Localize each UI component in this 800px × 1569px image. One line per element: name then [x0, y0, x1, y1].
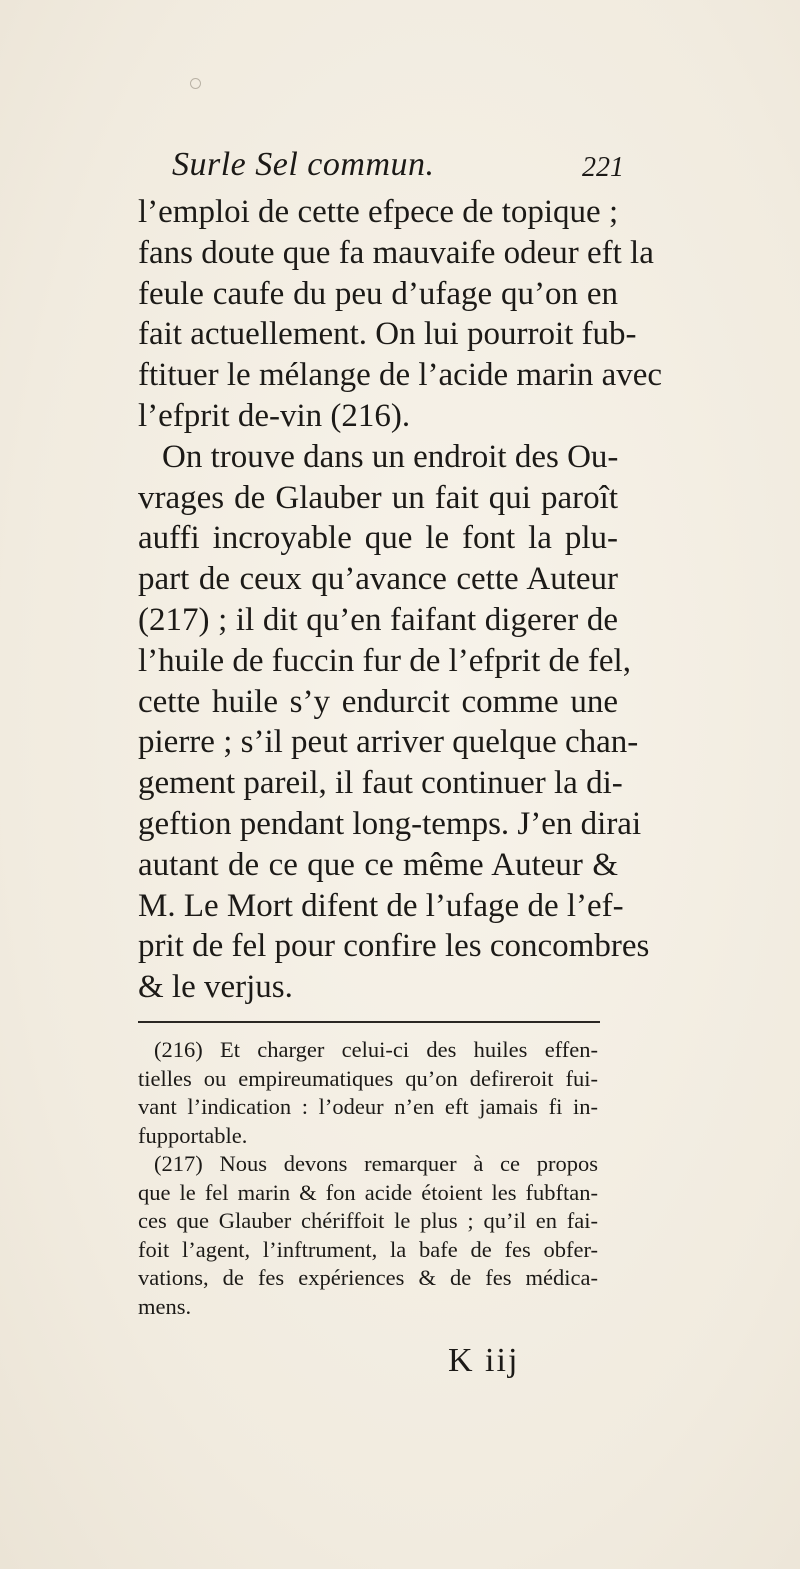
footnote-rule: [138, 1021, 600, 1023]
main-text: [138, 192, 663, 1008]
text-line: part de ceux qu’avance cette Auteur: [138, 561, 618, 598]
footnote-line: ces que Glauber chériffoit le plus ; qu’il en fai-: [138, 1208, 598, 1233]
paper-speck: [190, 78, 201, 89]
text-line: (217) ; il dit qu’en faifant digerer de: [138, 601, 618, 638]
footnote-line: vations, de fes expériences & de fes médica-: [138, 1265, 598, 1290]
footnotes: [138, 1036, 598, 1321]
footnote-line: fupportable.: [138, 1122, 248, 1148]
text-line: cette huile s’y endurcit comme une: [138, 683, 618, 720]
page-number: 221: [582, 152, 624, 183]
text-line: auffi incroyable que le font la plu-: [138, 520, 618, 557]
text-line: pierre ; s’il peut arriver quelque chan-: [138, 724, 639, 761]
footnote-line: mens.: [138, 1293, 192, 1319]
footnote-line: (216) Et charger celui-ci des huiles effen-: [154, 1037, 598, 1062]
text-line: ftituer le mélange de l’acide marin avec: [138, 357, 663, 394]
text-line: l’huile de fuccin fur de l’efprit de fel,: [138, 642, 631, 679]
text-line: fait actuellement. On lui pourroit fub-: [138, 316, 637, 353]
footnote-line: que le fel marin & fon acide étoient les fubftan-: [138, 1179, 598, 1205]
signature-mark: K iij: [448, 1342, 520, 1379]
text-line: prit de fel pour confire les concombres: [138, 928, 650, 965]
footnote-line: (217) Nous devons remarquer à ce propos: [154, 1151, 598, 1176]
page-header: [172, 146, 624, 190]
text-line: & le verjus.: [138, 969, 293, 1006]
running-title: Surle Sel commun.: [172, 146, 435, 183]
text-line: feule caufe du peu d’ufage qu’on en: [138, 275, 618, 312]
text-line: vrages de Glauber un fait qui paroît: [138, 479, 618, 516]
footnote-line: foit l’agent, l’inftrument, la bafe de fes obfer-: [138, 1236, 598, 1262]
text-line: geftion pendant long-temps. J’en dirai: [138, 805, 642, 842]
text-line: gement pareil, il faut continuer la di-: [138, 765, 623, 802]
text-line: fans doute que fa mauvaife odeur eft la: [138, 234, 654, 271]
text-line: l’efprit de-vin (216).: [138, 397, 411, 434]
text-line: autant de ce que ce même Auteur &: [138, 846, 618, 883]
text-line: On trouve dans un endroit des Ou-: [162, 438, 619, 475]
footnote-line: vant l’indication : l’odeur n’en eft jamais fi in-: [138, 1094, 598, 1119]
text-line: M. Le Mort difent de l’ufage de l’ef-: [138, 887, 624, 924]
text-line: l’emploi de cette efpece de topique ;: [138, 194, 619, 230]
footnote-line: tielles ou empireumatiques qu’on defireroit fui-: [138, 1065, 598, 1091]
